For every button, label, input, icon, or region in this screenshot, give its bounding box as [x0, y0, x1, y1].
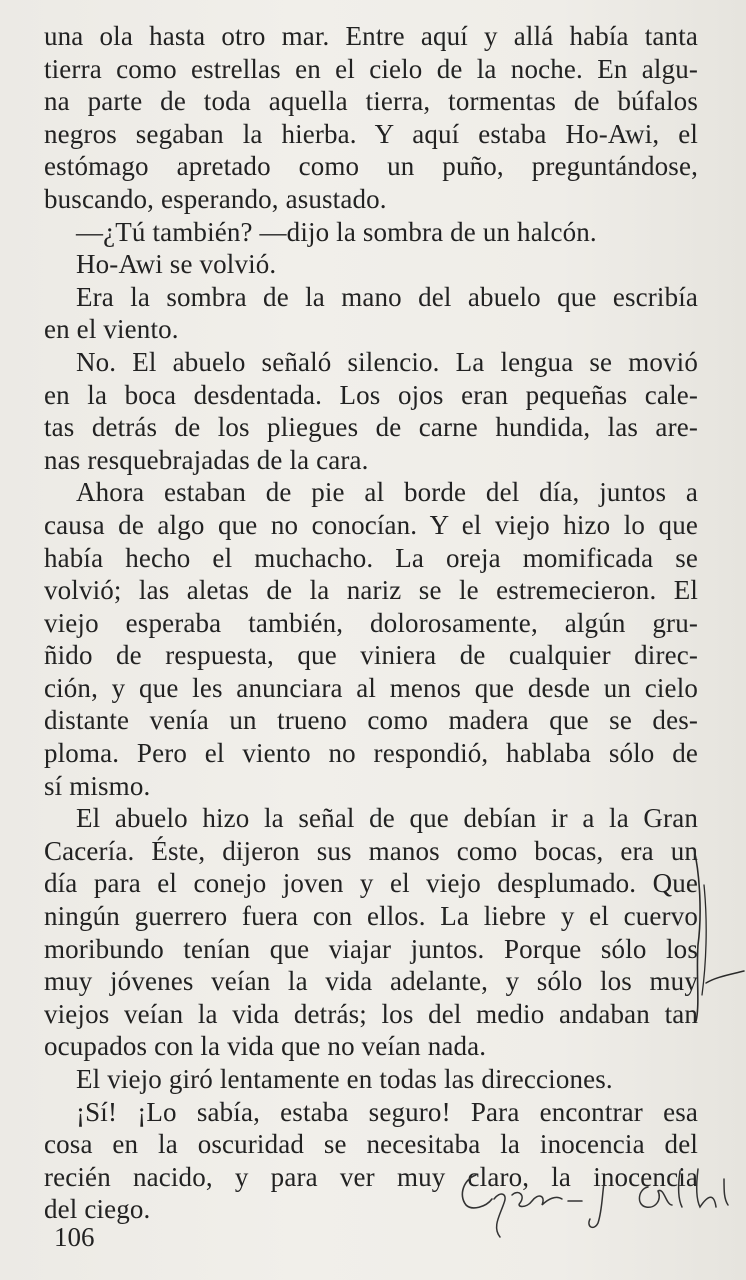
text-line: negros segaban la hierba. Y aquí estaba Ho-Awi, el [44, 118, 698, 149]
margin-bracket-annotation [690, 845, 746, 1025]
text-line: distante venía un trueno como madera que se des- [44, 705, 698, 736]
body-text [44, 20, 698, 1226]
text-line: día para el conejo joven y el viejo desplumado. Que [44, 868, 698, 899]
text-line: ocupados con la vida que no veían nada. [44, 1031, 487, 1062]
text-line: El viejo giró lentamente en todas las direcciones. [76, 1064, 613, 1094]
text-line: viejos veían la vida detrás; los del medio andaban tan [44, 998, 698, 1029]
text-line: en el viento. [44, 314, 179, 345]
text-line: en la boca desdentada. Los ojos eran pequeñas cale- [44, 379, 698, 410]
text-line: causa de algo que no conocían. Y el viejo hizo lo que [44, 509, 698, 540]
text-line: ción, y que les anunciara al menos que desde un cielo [44, 672, 698, 703]
text-line: ploma. Pero el viento no respondió, hablaba sólo de [44, 738, 698, 769]
text-line: moribundo tenían que viajar juntos. Porque sólo los [44, 933, 698, 964]
text-line: —¿Tú también? —dijo la sombra de un halcón. [76, 216, 597, 247]
text-line: una ola hasta otro mar. Entre aquí y allá había tanta [44, 21, 698, 51]
text-line: Era la sombra de la mano del abuelo que escribía [76, 281, 698, 312]
text-line: buscando, esperando, asustado. [44, 183, 387, 214]
page-number: 106 [54, 1222, 95, 1252]
text-line: había hecho el muchacho. La oreja momificada se [44, 542, 698, 573]
text-line: viejo esperaba también, dolorosamente, algún gru- [44, 607, 698, 638]
text-line: Ho-Awi se volvió. [76, 249, 277, 280]
text-line: Ahora estaban de pie al borde del día, juntos a [76, 477, 698, 508]
text-line: nas resquebrajadas de la cara. [44, 444, 369, 475]
handwritten-note [452, 1165, 742, 1245]
text-line: tas detrás de los pliegues de carne hundida, las are- [44, 412, 698, 443]
text-line: tierra como estrellas en el cielo de la noche. En algu- [44, 53, 698, 84]
text-line: ¡Sí! ¡Lo sabía, estaba seguro! Para encontrar esa [76, 1096, 698, 1127]
text-line: del ciego. [44, 1194, 151, 1225]
text-line: cosa en la oscuridad se necesitaba la inocencia del [44, 1129, 698, 1160]
text-line: ningún guerrero fuera con ellos. La liebre y el cuervo [44, 901, 698, 932]
text-line: El abuelo hizo la señal de que debían ir a la Gran [76, 803, 698, 834]
text-line: No. El abuelo señaló silencio. La lengua se movió [76, 346, 698, 377]
text-line: Cacería. Éste, dijeron sus manos como bocas, era un [44, 835, 698, 866]
text-line: volvió; las aletas de la nariz se le estremecieron. El [44, 575, 698, 606]
text-line: recién nacido, y para ver muy claro, la inocencia [44, 1161, 698, 1192]
text-line: muy jóvenes veían la vida adelante, y sólo los muy [44, 966, 698, 997]
text-line: ñido de respuesta, que viniera de cualquier direc- [44, 640, 698, 671]
text-line: sí mismo. [44, 770, 151, 801]
text-line: na parte de toda aquella tierra, tormentas de búfalos [44, 86, 698, 117]
text-line: estómago apretado como un puño, preguntándose, [44, 151, 698, 182]
